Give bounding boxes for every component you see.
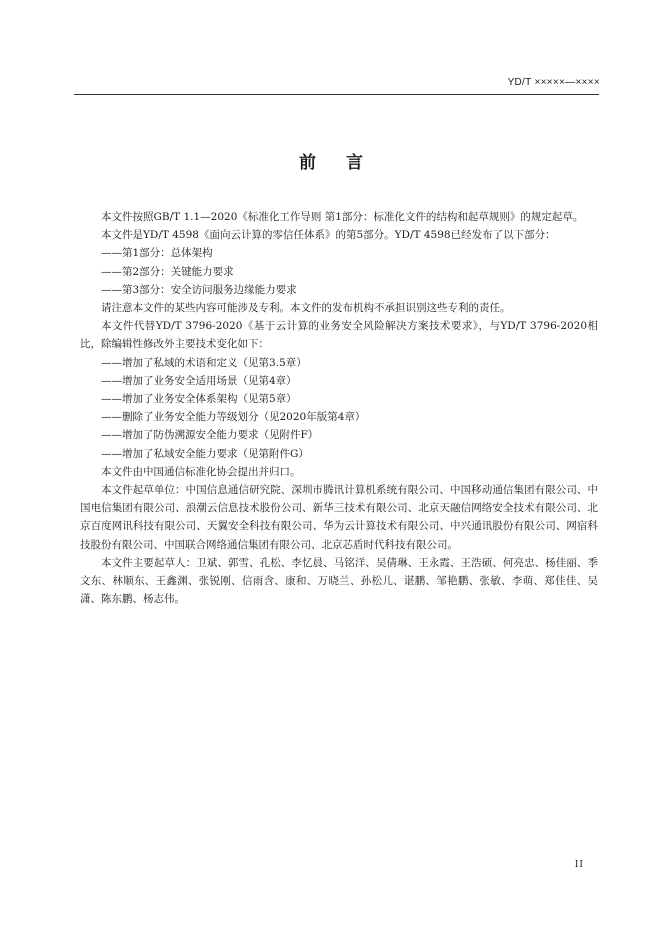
paragraph-drafters: 本文件主要起草人：卫斌、郭雪、孔松、李忆晨、马铭洋、吴倩琳、王永霞、王浩硕、何亮忠、杨佳丽、季文东、林顺东、王鑫渊、张锐刚、信雨含、康和、万晓兰、孙松儿、谌鹏、邹艳鹏、张敏、李萌、郑佳佳、吴潇、陈东鹏、杨志伟。 [80,556,598,606]
paragraph-proposer: 本文件由中国通信标准化协会提出并归口。 [101,465,301,478]
header-rule [74,94,599,95]
paragraph-standard-basis: 本文件按照GB/T 1.1—2020《标准化工作导则 第1部分：标准化文件的结构和起草规则》的规定起草。 [101,211,584,223]
paragraph-drafting-units: 本文件起草单位：中国信息通信研究院、深圳市腾讯计算机系统有限公司、中国移动通信集团有限公司、中国电信集团有限公司、浪潮云信息技术股份公司、新华三技术有限公司、北京天融信网络安全技术有限公司、北京百度网讯科技有限公司、天翼安全科技有限公司、华为云计算技术有限公司、中兴通讯股份有限公司、网宿科技股份有限公司、中国联合网络通信集团有限公司、北京芯盾时代科技有限公司。 [80,484,598,551]
list-item-change-1: ——增加了私域的术语和定义（见第3.5章） [101,356,307,369]
list-item-part-2: ——第2部分：关键能力要求 [101,265,234,278]
list-item-change-2: ——增加了业务安全适用场景（见第4章） [101,374,297,387]
foreword-body [80,208,598,608]
paragraph-patent-notice: 请注意本文件的某些内容可能涉及专利。本文件的发布机构不承担识别这些专利的责任。 [101,302,511,315]
document-code: YD/T ×××××—×××× [507,77,600,88]
list-item-part-3: ——第3部分：安全访问服务边缘能力要求 [101,283,297,296]
paragraph-series-part: 本文件是YD/T 4598《面向云计算的零信任体系》的第5部分。YD/T 4598已经发布了以下部分： [101,229,556,242]
paragraph-replaces: 本文件代替YD/T 3796-2020《基于云计算的业务安全风险解决方案技术要求》，与YD/T 3796-2020相比，除编辑性修改外主要技术变化如下： [80,320,598,351]
list-item-part-1: ——第1部分：总体架构 [101,247,213,260]
page-number: II [574,860,584,870]
list-item-change-4: ——删除了业务安全能力等级划分（见2020年版第4章） [101,411,366,424]
page-title: 前言 [299,153,393,173]
list-item-change-6: ——增加了私域安全能力要求（见第附件G） [101,447,309,460]
list-item-change-5: ——增加了防伪溯源安全能力要求（见附件F） [101,429,319,442]
list-item-change-3: ——增加了业务安全体系架构（见第5章） [101,393,297,406]
